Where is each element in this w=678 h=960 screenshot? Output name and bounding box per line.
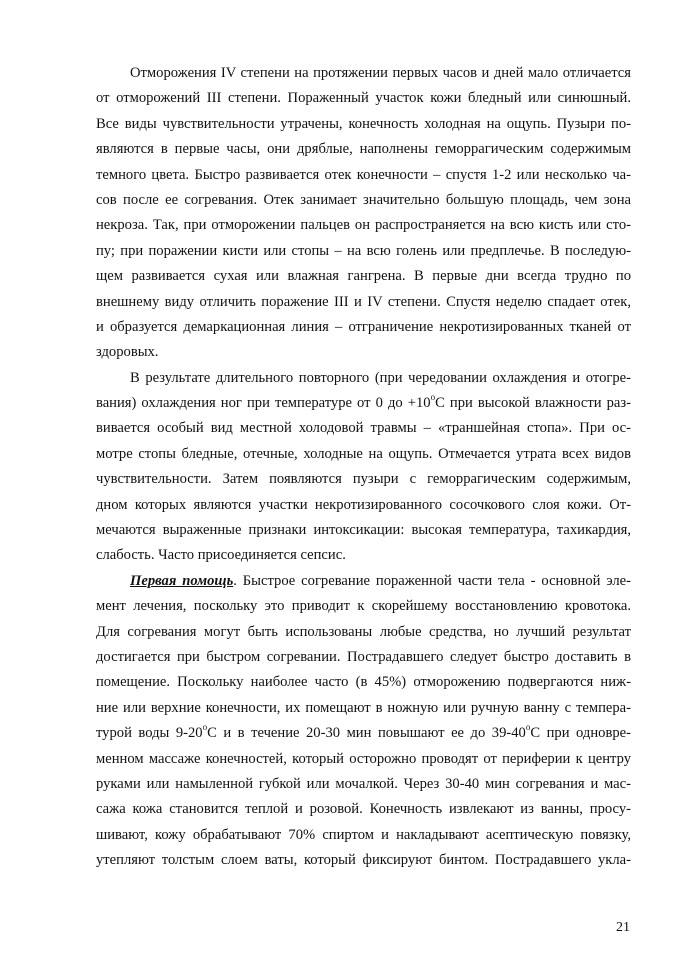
section-heading-first-aid: Первая помощь [130,572,234,589]
text-line: Отморожения IV степени на протяжении первых часов и дней мало отличается [130,65,631,81]
text-line: менном массаже конечностей, который осторожно проводят от периферии к центру [96,750,631,767]
text-line-temperature [96,721,631,746]
text-line-temperature [96,391,631,416]
text-line: здоровых. [96,344,159,361]
text-line: сажа кожа становится теплой и розовой. Конечность извлекают из ванны, просу- [96,801,631,818]
text-fragment: вания) охлаждения ног при температуре от 0 до +10 [96,395,431,412]
text-line: слабость. Часто присоединяется сепсис. [96,547,346,564]
text-line: Все виды чувствительности утрачены, конечность холодная на ощупь. Пузыри по- [96,115,631,132]
text-line: сов после ее согревания. Отек занимает значительно большую площадь, чем зона [96,191,631,208]
paragraph-frostbite-grade-iv [96,61,631,366]
text-line: чувствительности. Затем появляются пузыри с геморрагическим содержимым, [96,471,631,488]
text-line: некроза. Так, при отморожении пальцев он распространяется на всю кисть или сто- [96,217,631,234]
degree-superscript: o [202,722,208,733]
text-line: и образуется демаркационная линия – отграничение некротизированных тканей от [96,318,631,335]
degree-superscript: o [525,722,531,733]
page-number: 21 [616,920,630,935]
text-line-heading [96,569,631,594]
text-line: помещение. Поскольку наиболее часто (в 45%) отморожению подвергаются ниж- [96,674,631,691]
text-line: В результате длительного повторного (при чередовании охлаждения и отогре- [130,369,631,386]
text-line: Для согревания могут быть использованы любые средства, но лучший результат [96,623,631,640]
degree-superscript: o [430,392,436,403]
text-line: мент лечения, поскольку это приводит к скорейшему восстановлению кровотока. [96,598,631,615]
text-fragment: C и в течение 20-30 мин повышают ее до 39-40 [207,725,526,742]
text-line: пу; при поражении кисти или стопы – на всю голень или предплечье. В последую- [96,242,631,259]
text-line: мотре стопы бледные, отечные, холодные на ощупь. Отмечается утрата всех видов [96,445,631,462]
text-line: шивают, кожу обрабатывают 70% спиртом и накладывают асептическую повязку, [96,826,631,843]
text-fragment: . Быстрое согревание пораженной части тела - основной эле- [233,572,631,589]
text-line: мечаются выраженные признаки интоксикации: высокая температура, тахикардия, [96,522,631,539]
body-text [96,61,631,874]
text-line: вивается особый вид местной холодовой травмы – «траншейная стопа». При ос- [96,420,631,437]
text-line: достигается при быстром согревании. Пострадавшего следует быстро доставить в [96,648,631,665]
text-line: внешнему виду отличить поражение III и IV степени. Спустя неделю спадает отек, [96,293,631,310]
text-line: являются в первые часы, они дряблые, наполнены геморрагическим содержимым [96,141,631,158]
text-line: темного цвета. Быстро развивается отек конечности – спустя 1-2 или несколько ча- [96,166,631,183]
paragraph-trench-foot [96,366,631,569]
text-line: дном которых являются участки некротизированного сосочкового слоя кожи. От- [96,496,631,513]
text-line: ние или верхние конечности, их помещают в ножную или ручную ванну с темпера- [96,699,631,716]
text-fragment: турой воды 9-20 [96,725,203,742]
text-line: щем развивается сухая или влажная гангрена. В первые дни всегда трудно по [96,268,631,285]
text-fragment: C при высокой влажности раз- [435,395,631,412]
text-line: руками или намыленной губкой или мочалкой. Через 30-40 мин согревания и мас- [96,775,631,792]
paragraph-first-aid [96,569,631,874]
text-line: утепляют толстым слоем ваты, который фиксируют бинтом. Пострадавшего укла- [96,852,631,869]
text-fragment: C при одновре- [530,725,631,742]
text-line: от отморожений III степени. Пораженный участок кожи бледный или синюшный. [96,90,631,107]
